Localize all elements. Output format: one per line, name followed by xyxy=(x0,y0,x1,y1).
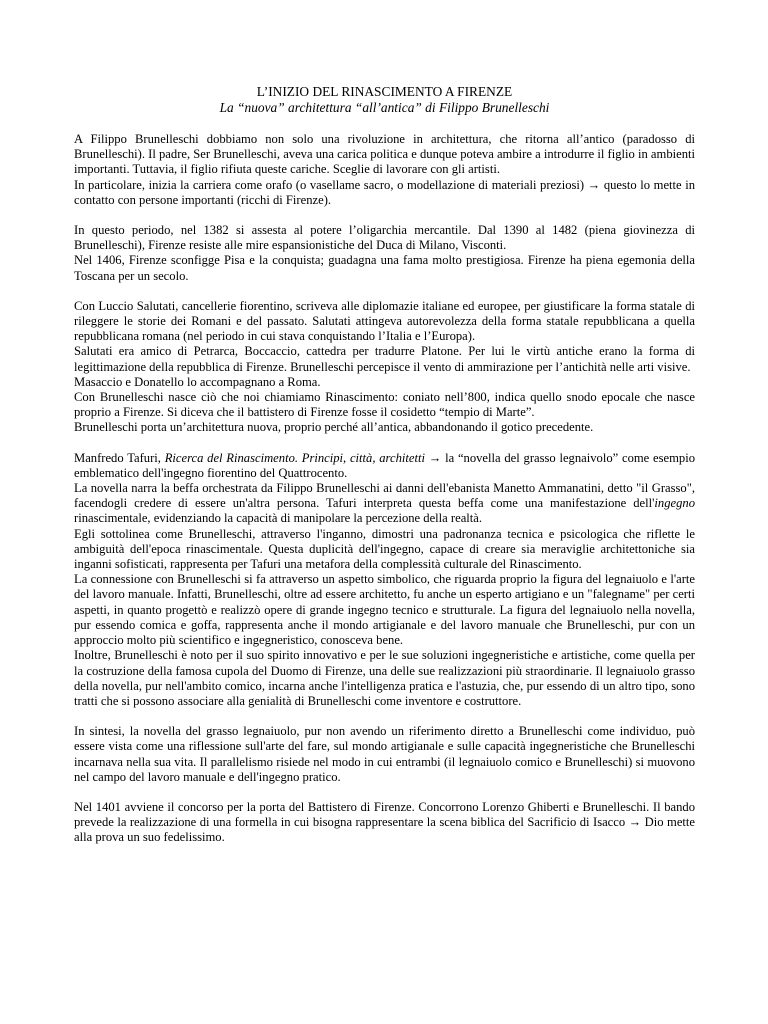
paragraph-inganno: Egli sottolinea come Brunelleschi, attraverso l'inganno, dimostri una padronanza tecnica e psicologica che riflette le ambiguità dell'epoca rinascimentale. Questa duplicità dell'ingegno, capace di creare sia meraviglie architettoniche sia inganni sofisticati, rappresenta per Tafuri una metafora della complessità culturale del Rinascimento. xyxy=(74,526,695,572)
paragraph-gap xyxy=(74,208,695,223)
paragraph-pisa: Nel 1406, Firenze sconfigge Pisa e la conquista; guadagna una fama molto prestigiosa. Firenze ha piena egemonia della Toscana per un secolo. xyxy=(74,253,695,283)
paragraph-sintesi: In sintesi, la novella del grasso legnaiuolo, pur non avendo un riferimento diretto a Brunelleschi come individuo, può essere vista come una riflessione sull'arte del fare, sul mondo artigianale e sulle capacità ingegneristiche che Brunelleschi incarnava nella sua vita. Il parallelismo risiede nel modo in cui entrambi (il legnaiuolo comico e Brunelleschi) si muovono nel campo del lavoro manuale e dell'ingegno pratico. xyxy=(74,724,695,784)
paragraph-novella xyxy=(74,481,695,527)
novella-ingegno: ingegno xyxy=(654,496,695,511)
paragraph-tafuri xyxy=(74,451,695,481)
paragraph-gap xyxy=(74,284,695,299)
document-title: L’INIZIO DEL RINASCIMENTO A FIRENZE xyxy=(256,84,513,99)
paragraph-connessione: La connessione con Brunelleschi si fa attraverso un aspetto simbolico, che riguarda proprio la figura del legnaiuolo e l'arte del lavoro manuale. Infatti, Brunelleschi, oltre ad essere architetto, fu anche un esperto artigiano e un "falegname" per certi aspetti, in quanto progettò e realizzò opere di grande ingegno tecnico e strutturale. La figura del legnaiuolo nella novella, pur essendo comica e goffa, rappresenta anche il mondo artigianale e del lavoro manuale che Brunelleschi, pur con un approccio molto più scientifico e ingegneristico, conosceva bene. xyxy=(74,572,695,648)
paragraph-salutati: Con Luccio Salutati, cancellerie fiorentino, scriveva alle diplomazie italiane ed europee, per giustificare la forma statale di rileggere le storie dei Romani e del passato. Salutati attingeva autorevolezza della forma statale repubblicana a quella repubblicana romana (nel periodo in cui stava conquistando l’Italia e l’Europa). xyxy=(74,298,695,344)
tafuri-author: Manfredo Tafuri, xyxy=(74,450,165,465)
paragraph-architettura-nuova: Brunelleschi porta un’architettura nuova, proprio perché all’antica, abbandonando il gotico precedente. xyxy=(74,420,594,435)
document-page xyxy=(74,84,695,846)
paragraph-cupola: Inoltre, Brunelleschi è noto per il suo spirito innovativo e per le sue soluzioni ingegneristiche e artistiche, come quella per la costruzione della famosa cupola del Duomo di Firenze, una delle sue realizzazioni più straordinarie. Il legnaiuolo grasso della novella, pur nell'ambito comico, incarna anche l'intelligenza pratica e l'astuzia, che, pur essendo di un altro tipo, sono tratti che si possono associare alla genialità di Brunelleschi come inventore e costruttore. xyxy=(74,648,695,708)
paragraph-petrarca: Salutati era amico di Petrarca, Boccaccio, cattedra per tradurre Platone. Per lui le virtù antiche erano la forma di legittimazione della repubblica di Firenze. Brunelleschi percepisce il vento di ammirazione per l’antichità nelle arti visive. xyxy=(74,344,695,374)
paragraph-intro: A Filippo Brunelleschi dobbiamo non solo una rivoluzione in architettura, che ritorna all’antico (paradosso di Brunelleschi). Il padre, Ser Brunelleschi, aveva una carica politica e dunque poteva ambire a introdurre il figlio in ambienti importanti. Tuttavia, il figlio rifiuta queste cariche. Sceglie di lavorare con gli artisti. xyxy=(74,132,695,177)
document-subtitle: La “nuova” architettura “all’antica” di Filippo Brunelleschi xyxy=(219,100,550,115)
novella-text-a: La novella narra la beffa orchestrata da Filippo Brunelleschi ai danni dell'ebanista Manetto Ammanatini, detto "il Grasso", facendogli credere di essere un'altra persona. Tafuri interpreta questa beffa come una manifestazione dell' xyxy=(74,481,695,511)
paragraph-oligarchia: In questo periodo, nel 1382 si assesta al potere l’oligarchia mercantile. Dal 1390 al 1482 (piena giovinezza di Brunelleschi), Firenze resiste alle mire espansionistiche del Duca di Milano, Visconti. xyxy=(74,223,695,253)
tafuri-book-title: Ricerca del Rinascimento. Principi, città, architetti xyxy=(164,450,425,465)
paragraph-concorso: Nel 1401 avviene il concorso per la porta del Battistero di Firenze. Concorrono Lorenzo Ghiberti e Brunelleschi. Il bando prevede la realizzazione di una formella in cui bisogna rappresentare la scena biblica del Sacrificio di Isacco → Dio mette alla prova un suo fedelissimo. xyxy=(74,799,695,845)
tafuri-rest: → la “novella del grasso legnaivolo” come esempio emblematico dell'ingegno fiorentino del Quattrocento. xyxy=(74,450,695,480)
paragraph-gap xyxy=(74,436,695,451)
paragraph-rinascimento: Con Brunelleschi nasce ciò che noi chiamiamo Rinascimento: coniato nell’800, indica quello snodo epocale che nasce proprio a Firenze. Si diceva che il battistero di Firenze fosse il cosidetto “tempio di Marte”. xyxy=(74,390,695,420)
novella-text-c: rinascimentale, evidenziando la capacità di manipolare la percezione della realtà. xyxy=(74,511,483,526)
paragraph-roma: Masaccio e Donatello lo accompagnano a Roma. xyxy=(74,374,321,389)
paragraph-gap xyxy=(74,785,695,800)
paragraph-gap xyxy=(74,709,695,724)
paragraph-orafo: In particolare, inizia la carriera come orafo (o vasellame sacro, o modellazione di materiali preziosi) → questo lo mette in contatto con persone importanti (ricchi di Firenze). xyxy=(74,177,695,207)
